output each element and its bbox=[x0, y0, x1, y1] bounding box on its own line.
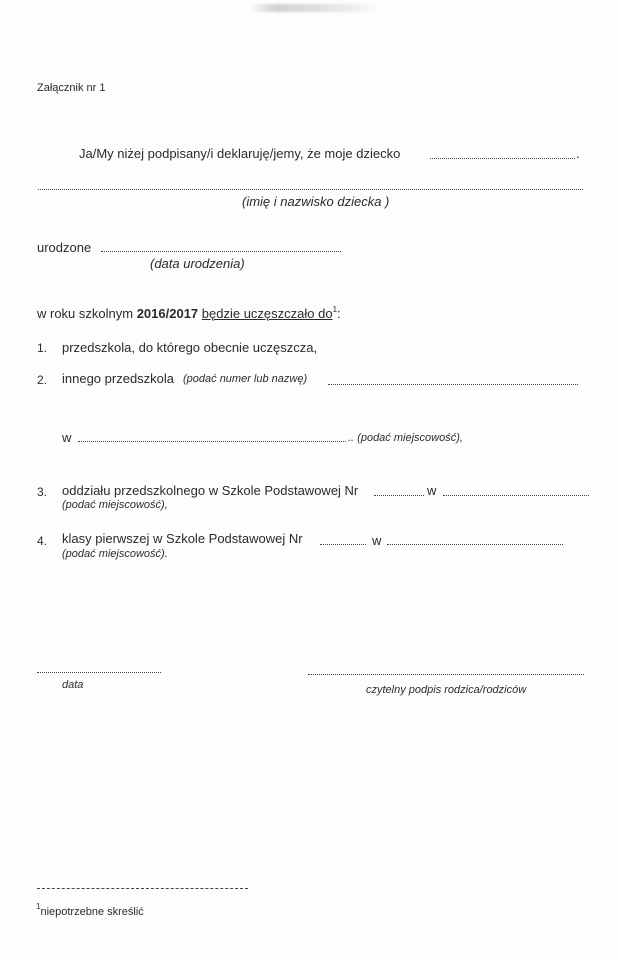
option-3-hint: (podać miejscowość), bbox=[62, 499, 168, 511]
option-4-number: 4. bbox=[37, 534, 48, 548]
footnote-ref: 1 bbox=[332, 305, 338, 314]
option-3-w: w bbox=[427, 483, 437, 498]
footnote-mark: 1 bbox=[36, 902, 41, 911]
footnote-divider bbox=[37, 888, 248, 889]
child-name-field-2[interactable] bbox=[38, 189, 583, 190]
birth-date-field[interactable] bbox=[101, 251, 341, 252]
preschool-name-field[interactable] bbox=[328, 384, 578, 385]
option-2-text: innego przedszkola bbox=[62, 371, 175, 386]
school-year-verb: będzie uczęszczało do bbox=[201, 306, 333, 321]
option-2-number: 2. bbox=[37, 373, 48, 387]
option-2-locality-hint: .. (podać miejscowość), bbox=[348, 432, 463, 444]
child-name-hint: (imię i nazwisko dziecka ) bbox=[242, 194, 390, 209]
school-year-line bbox=[37, 305, 341, 321]
school-year-colon: : bbox=[337, 306, 341, 321]
option-4-hint: (podać miejscowość). bbox=[62, 548, 168, 560]
option-1-number: 1. bbox=[37, 341, 48, 355]
birth-date-hint: (data urodzenia) bbox=[150, 256, 245, 271]
school-locality-field-4[interactable] bbox=[387, 544, 563, 545]
school-locality-field-3[interactable] bbox=[443, 495, 589, 496]
period: . bbox=[576, 146, 580, 161]
option-4-text: klasy pierwszej w Szkole Podstawowej Nr bbox=[62, 531, 303, 546]
parent-signature-label: czytelny podpis rodzica/rodziców bbox=[366, 684, 527, 696]
date-label: data bbox=[62, 679, 84, 691]
born-label: urodzone bbox=[37, 240, 92, 255]
attachment-label: Załącznik nr 1 bbox=[37, 82, 106, 94]
school-year-value: 2016/2017 bbox=[136, 306, 199, 321]
option-2-hint: (podać numer lub nazwę) bbox=[183, 373, 308, 385]
footnote-text: niepotrzebne skreślić bbox=[40, 906, 144, 918]
child-name-field-1[interactable] bbox=[430, 158, 575, 159]
school-number-field-4[interactable] bbox=[320, 544, 366, 545]
school-number-field-3[interactable] bbox=[374, 495, 424, 496]
scan-artifact bbox=[250, 4, 380, 12]
option-3-number: 3. bbox=[37, 485, 48, 499]
option-1-text: przedszkola, do którego obecnie uczęszcza, bbox=[62, 340, 318, 355]
school-year-prefix: w roku szkolnym bbox=[37, 306, 134, 321]
option-3-text: oddziału przedszkolnego w Szkole Podstawowej Nr bbox=[62, 483, 359, 498]
date-signature-field[interactable] bbox=[37, 672, 161, 673]
preschool-locality-field[interactable] bbox=[78, 441, 346, 442]
option-2-w: w bbox=[62, 430, 72, 445]
parent-signature-field[interactable] bbox=[308, 674, 584, 675]
footnote bbox=[36, 902, 144, 918]
option-4-w: w bbox=[372, 533, 382, 548]
declaration-text: Ja/My niżej podpisany/i deklaruję/jemy, że moje dziecko bbox=[79, 146, 401, 161]
